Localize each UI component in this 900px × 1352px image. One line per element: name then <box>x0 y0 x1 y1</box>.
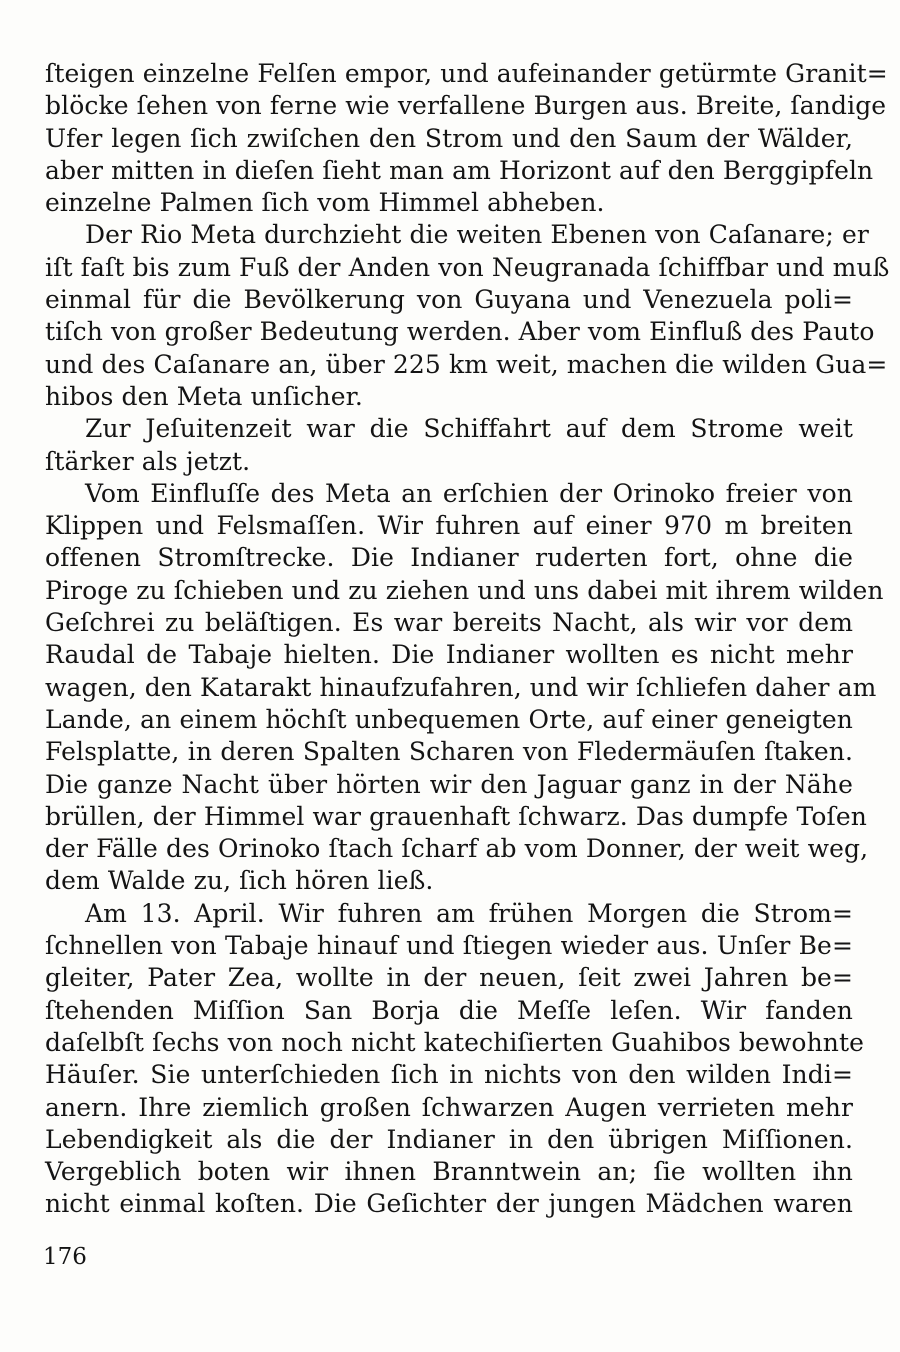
text-line: wagen, den Katarakt hinaufzufahren, und wir ſchliefen daher am <box>45 672 877 702</box>
text-line: ſteigen einzelne Felſen empor, und aufeinander getürmte Granit= <box>45 59 888 88</box>
text-line: Felsplatte, in deren Spalten Scharen von Fledermäuſen ſtaken. <box>45 737 853 767</box>
text-line: daſelbſt ſechs von noch nicht katechiſierten Guahibos bewohnte <box>45 1027 865 1057</box>
text-line: Lande, an einem höchſt unbequemen Orte, auf einer geneigten <box>45 704 853 734</box>
text-line: offenen Stromſtrecke. Die Indianer ruderten fort, ohne die <box>45 543 853 573</box>
text-line: hibos den Meta unſicher. <box>45 381 363 411</box>
text-line: und des Caſanare an, über 225 km weit, machen die wilden Gua= <box>45 349 888 379</box>
text-line: ſtehenden Miſſion San Borja die Meſſe leſen. Wir fanden <box>45 995 853 1025</box>
text-line: Der Rio Meta durchzieht die weiten Ebenen von Caſanare; er <box>85 220 869 250</box>
text-line: nicht einmal koſten. Die Geſichter der jungen Mädchen waren <box>45 1189 853 1219</box>
text-line: tiſch von großer Bedeutung werden. Aber vom Einfluß des Pauto <box>45 317 875 347</box>
text-line: Zur Jeſuitenzeit war die Schiffahrt auf dem Strome weit <box>85 414 853 444</box>
text-line: Am 13. April. Wir fuhren am frühen Morgen die Strom= <box>85 898 853 928</box>
text-line: Klippen und Felsmaſſen. Wir fuhren auf einer 970 m breiten <box>45 511 853 541</box>
page-number: 176 <box>43 1244 87 1270</box>
text-line: Ufer legen ſich zwiſchen den Strom und den Saum der Wälder, <box>45 123 853 153</box>
text-line: brüllen, der Himmel war grauenhaft ſchwarz. Das dumpfe Toſen <box>45 801 867 831</box>
text-line: dem Walde zu, ſich hören ließ. <box>45 866 434 896</box>
text-line: Raudal de Tabaje hielten. Die Indianer wollten es nicht mehr <box>45 640 853 670</box>
text-line: einmal für die Bevölkerung von Guyana und Venezuela poli= <box>45 285 853 315</box>
text-line: Die ganze Nacht über hörten wir den Jaguar ganz in der Nähe <box>45 769 853 799</box>
text-line: gleiter, Pater Zea, wollte in der neuen, ſeit zwei Jahren be= <box>45 963 853 993</box>
text-line: ſchnellen von Tabaje hinauf und ſtiegen wieder aus. Unſer Be= <box>45 931 853 961</box>
text-line: blöcke ſehen von ferne wie verfallene Burgen aus. Breite, ſandige <box>45 91 887 121</box>
text-line: Vergeblich boten wir ihnen Branntwein an; ſie wollten ihn <box>45 1157 853 1187</box>
body-text <box>45 58 890 1221</box>
text-line: Häuſer. Sie unterſchieden ſich in nichts von den wilden Indi= <box>45 1060 853 1090</box>
text-line: Geſchrei zu beläſtigen. Es war bereits Nacht, als wir vor dem <box>45 608 853 638</box>
text-line: aber mitten in dieſen ſieht man am Horizont auf den Berggipfeln <box>45 155 874 185</box>
text-line: iſt faſt bis zum Fuß der Anden von Neugranada ſchiffbar und muß <box>45 252 890 282</box>
text-line: einzelne Palmen ſich vom Himmel abheben. <box>45 188 605 218</box>
text-line: der Fälle des Orinoko ſtach ſcharf ab vom Donner, der weit weg, <box>45 834 869 864</box>
text-line: Lebendigkeit als die der Indianer in den übrigen Miſſionen. <box>45 1124 853 1154</box>
text-line: Piroge zu ſchieben und zu ziehen und uns dabei mit ihrem wilden <box>45 575 884 605</box>
text-line: anern. Ihre ziemlich großen ſchwarzen Augen verrieten mehr <box>45 1092 853 1122</box>
text-line: Vom Einfluſſe des Meta an erſchien der Orinoko freier von <box>85 478 853 508</box>
text-line: ſtärker als jetzt. <box>45 446 251 476</box>
